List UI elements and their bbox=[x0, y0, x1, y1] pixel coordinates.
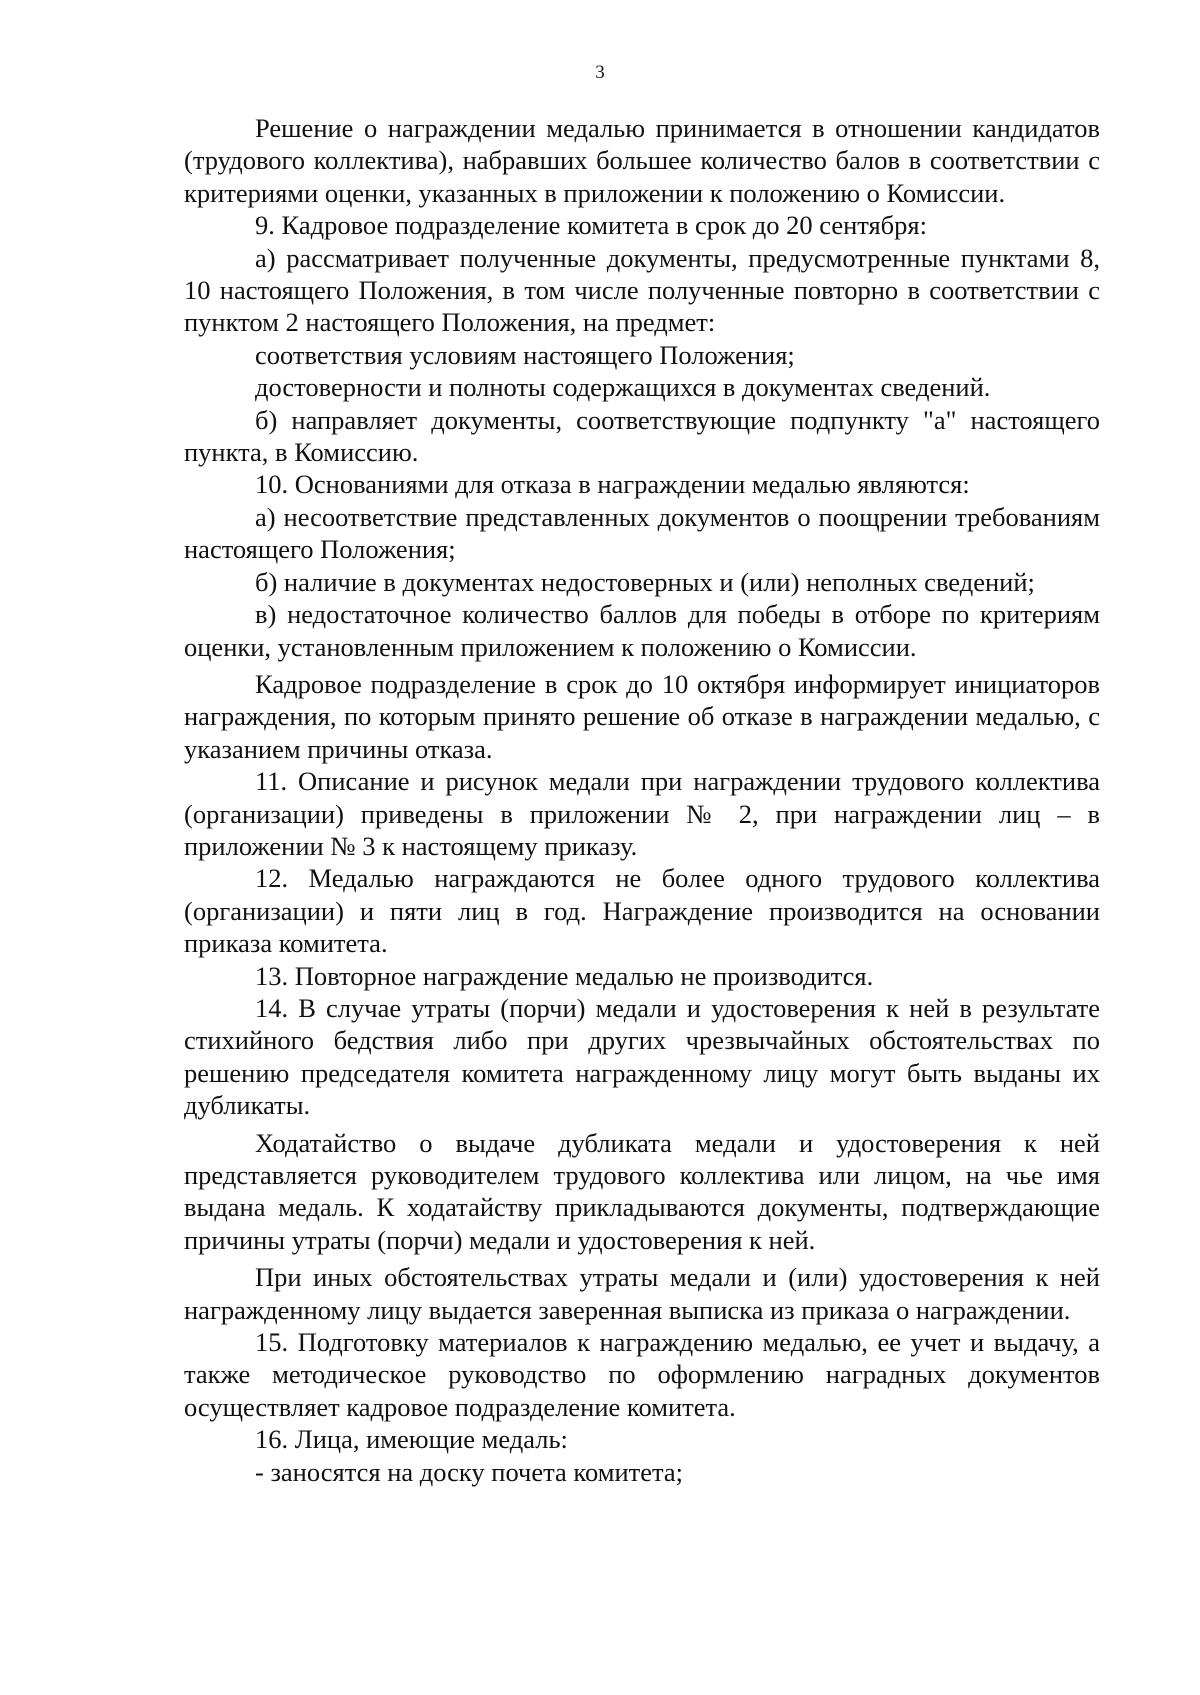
paragraph-decision: Решение о награждении медалью принимается в отношении кандидатов (трудового коллектива), набравших большее количество балов в соответствии с критериями оценки, указанных в приложении к положению о Комиссии. bbox=[184, 113, 1100, 208]
paragraph-duplicate-request: Ходатайство о выдаче дубликата медали и удостоверения к ней представляется руководителем трудового коллектива или лицом, на чье имя выдана медаль. К ходатайству прикладываются документы, подтверждающие причины утраты (порчи) медали и удостоверения к ней. bbox=[184, 1127, 1100, 1255]
paragraph-item-16: 16. Лица, имеющие медаль: bbox=[255, 1424, 568, 1455]
paragraph-item-14: 14. В случае утраты (порчи) медали и удостоверения к ней в результате стихийного бедствия либо при других чрезвычайных обстоятельствах по решению председателя комитета награжденному лицу могут быть выданы их дубликаты. bbox=[184, 992, 1100, 1121]
paragraph-item-15: 15. Подготовку материалов к награждению медалью, ее учет и выдачу, а также методическое руководство по оформлению наградных документов осуществляет кадровое подразделение комитета. bbox=[184, 1327, 1100, 1422]
paragraph-item-13: 13. Повторное награждение медалью не производится. bbox=[255, 960, 874, 991]
paragraph-item-10a: а) несоответствие представленных документов о поощрении требованиям настоящего Положения; bbox=[184, 501, 1100, 565]
page-number: 3 bbox=[595, 62, 605, 83]
paragraph-item-10: 10. Основаниями для отказа в награждении медалью являются: bbox=[255, 469, 970, 500]
paragraph-other-circumstances: При иных обстоятельствах утраты медали и (или) удостоверения к ней награжденному лицу выдается заверенная выписка из приказа о награждении. bbox=[184, 1262, 1100, 1325]
paragraph-item-11: 11. Описание и рисунок медали при награждении трудового коллектива (организации) приведены в приложении № 2, при награждении лиц – в приложении № 3 к настоящему приказу. bbox=[184, 766, 1100, 861]
paragraph-item-10b: б) наличие в документах недостоверных и (или) неполных сведений; bbox=[255, 566, 1035, 597]
paragraph-item-9a: а) рассматривает полученные документы, предусмотренные пунктами 8, 10 настоящего Положения, в том числе полученные повторно в соответствии с пунктом 2 настоящего Положения, на предмет: bbox=[184, 242, 1100, 338]
document-body bbox=[184, 112, 1100, 1488]
paragraph-item-9a-compliance: соответствия условиям настоящего Положения; bbox=[255, 339, 795, 370]
paragraph-item-10v: в) недостаточное количество баллов для победы в отборе по критериям оценки, установленным приложением к положению о Комиссии. bbox=[184, 599, 1100, 662]
paragraph-item-16-honor-board: - заносятся на доску почета комитета; bbox=[255, 1456, 684, 1487]
paragraph-item-9: 9. Кадровое подразделение комитета в срок до 20 сентября: bbox=[255, 210, 927, 241]
paragraph-item-12: 12. Медалью награждаются не более одного трудового коллектива (организации) и пяти лиц в год. Награждение производится на основании приказа комитета. bbox=[184, 863, 1100, 959]
paragraph-item-9a-reliability: достоверности и полноты содержащихся в документах сведений. bbox=[255, 372, 991, 403]
paragraph-item-9b: б) направляет документы, соответствующие подпункту "а" настоящего пункта, в Комиссию. bbox=[184, 404, 1100, 468]
paragraph-refusal-notice: Кадровое подразделение в срок до 10 октября информирует инициаторов награждения, по которым принято решение об отказе в награждении медалью, с указанием причины отказа. bbox=[184, 668, 1100, 764]
